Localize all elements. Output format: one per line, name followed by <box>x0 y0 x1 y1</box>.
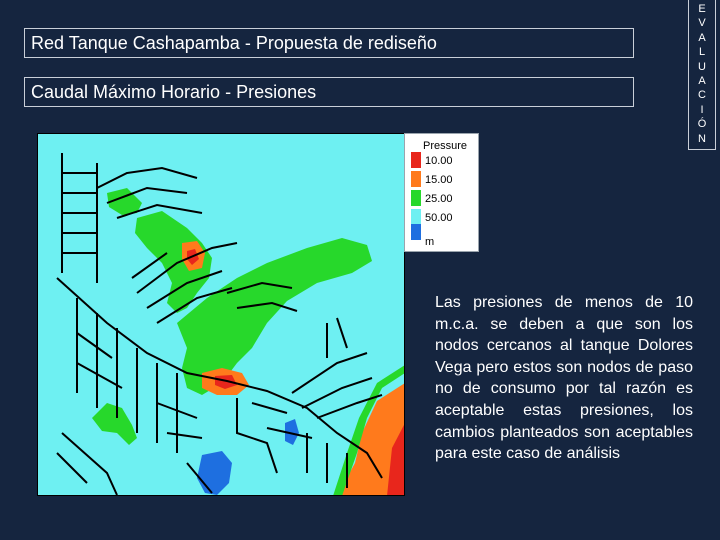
vertical-letter: U <box>698 60 706 73</box>
slide-subtitle: Caudal Máximo Horario - Presiones <box>24 77 634 107</box>
legend-item <box>411 169 481 187</box>
legend-swatch-blue <box>411 224 421 240</box>
legend-swatch-red <box>411 152 421 168</box>
vertical-letter: A <box>698 31 706 44</box>
vertical-letter: I <box>700 103 704 116</box>
network-map-svg <box>37 133 405 496</box>
legend-item <box>411 222 481 240</box>
slide-title: Red Tanque Cashapamba - Propuesta de rediseño <box>24 28 634 58</box>
legend-item <box>411 150 481 168</box>
legend-item <box>411 188 481 206</box>
vertical-letter: A <box>698 75 706 88</box>
vertical-letter: V <box>698 17 706 30</box>
legend-label: 10.00 <box>425 155 453 167</box>
legend-swatch-green <box>411 190 421 206</box>
legend-label: 50.00 <box>425 212 453 224</box>
legend-swatch-orange <box>411 171 421 187</box>
pressure-network-map <box>37 133 405 496</box>
zone-green-left <box>92 403 137 445</box>
legend-label: 25.00 <box>425 193 453 205</box>
pipe <box>57 433 117 495</box>
legend-title: Pressure <box>423 140 468 152</box>
pipe <box>327 318 347 358</box>
vertical-letter: N <box>698 132 706 145</box>
legend-unit: m <box>425 236 435 248</box>
vertical-letter: L <box>698 46 706 59</box>
pipe <box>237 398 312 473</box>
vertical-letter: C <box>698 89 706 102</box>
vertical-letter: E <box>698 3 706 15</box>
vertical-label-evaluacion <box>688 0 716 150</box>
pipe <box>62 153 97 283</box>
legend-label: 15.00 <box>425 174 453 186</box>
zone-blue-1 <box>197 451 232 495</box>
pressure-legend <box>404 133 479 252</box>
explanation-text: Las presiones de menos de 10 m.c.a. se deben a que son los nodos cercanos al tanque Dolores Vega pero estos son nodos de paso no de consumo por tal razón es aceptable estas presiones, los cambios planteados son aceptables para este caso de análisis <box>435 294 693 463</box>
vertical-letter: Ó <box>697 118 707 131</box>
